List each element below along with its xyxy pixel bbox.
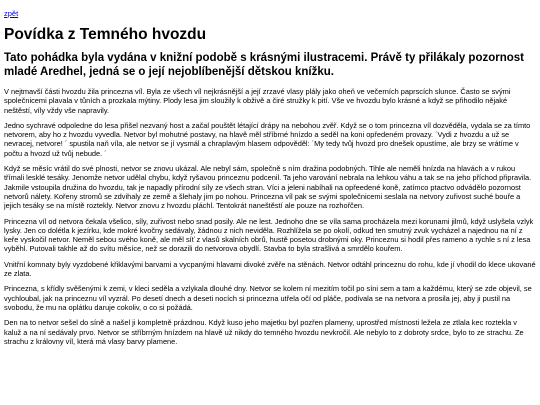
story-paragraph-6: Princezna, s křídly svěšenými k zemi, v kleci seděla a vzlykala dlouhé dny. Netvor se kolem ní mezitím točil po síni sem a tam a každému, který se zde objevil, se vychloubal, jak na princeznu víl vyzrál. Po desetí dnech a deseti nocích si princezna utřela očí od pláče, podívala se na netvora a prosila jej, aby ji pustil na svobodu, že mu na oplátku daruje cokoliv, o co si požádá. (4, 284, 532, 312)
story-paragraph-2: Jedno sychravé odpoledne do lesa přišel nezvaný host a začal pouštět létající drápy na nebohou zvěř. Když se o tom princezna víl dozvěděla, vydala se za tímto netvorem, aby ho z hvozdu vyvedla. Netvor byl mohutné postavy, na hlavě měl stříbrné hnízdo a seděl na koni opředeném provazy. ´Vydi z hvozdu a už se nevracej, netvore! ´ spustila naň víla, ale netvor se jí vysmál a chraplavým hlasem odpověděl: ´My tedy tvůj hvozd pro dnešek opustíme, ale brzy se vrátíme v počtu a hvozd už tvůj nebude. ´ (4, 120, 531, 158)
back-link[interactable]: zpět (4, 9, 19, 18)
story-paragraph-5: Vnitřní komnaty byly vyzdobené křiklavými barvami a vycpanými hlavami divoké zvěře na stěnách. Netvor odtáhl princeznu do rohu, kde jí vhodil do klece ukované ze zlata. (4, 259, 536, 279)
article-lead: Tato pohádka byla vydána v knižní podobě s krásnými ilustracemi. Právě ty přilákaly pozornost mladé Aredhel, jedná se o její nejoblíbenější dětskou knížku. (4, 52, 525, 78)
story-paragraph-4: Princezna víl od netvora čekala všelico, síly, zuřivost nebo snad posily. Ale ne lest. Jednoho dne se víla sama procházela mezi korunami jilmů, když uslyšela vzlyk lysky. Jen co dolétla k jezírku, kde mokré kvočny sedávaly, žádnou z nich neviděla. Rozhlížela se po okolí, odkud ten smutný zvuk vycházel a najednou na ní z keře vyskočil netvor. Neměl sebou svého koně, ale měl síť z vlasů skalních obrů, hustě posetou drobnými oky. Princeznu si hodil přes rameno a rychle s ní z lesa vyběhl. Putovali takhle až do svítu měsíce, než se dorazili do netvorova obydlí. Stavba to byla strašlivá a smrdělo kouřem. (4, 216, 534, 254)
page-title: Povídka z Temného hvozdu (4, 26, 207, 43)
story-paragraph-1: V nejtmavší části hvozdu žila princezna víl. Byla ze všech víl nejkrásnější a její zrzavé vlasy plály jako oheň ve večerních paprscích slunce. Často se svými společnicemi plavala v tůních a prozkala mýtiny. Plody lesa jim sloužily k obživě a čiré stružky k pití. Vše ve hvozdu bylo krásné a když se přihodilo nějaké neštěstí, víly vždy vše napravily. (4, 87, 511, 115)
story-paragraph-3: Když se měsíc vrátil do své plnosti, netvor se znovu ukázal. Ale nebyl sám, společně s ním dražina podobných. Tihle ale neměli hnízda na hlavách a v rukou třímali lesklé tesáky. Jenomže netvor udělal chybu, když ryšavou princeznu podcenil. Ta jeho varování nebrala na lehkou váhu a tak se na jeho příchod připravila. Jakmile vstoupila družina do hvozdu, tak je napadly přírodní síly ze všech stran. Víci a jeleni nabíhali na opřeedené koně, zatímco ptactvo odvádělo pozornost netvorů nálety. Kořeny stromů se zdvihaly ze země a šlehaly jim po nohou. Princezna víl pak se svými společnicemi seslala na netvory zuřivost suché bouře a jejich tesáky se na místě roztekly. Netvor znovu z hvozdu pláchl. Tentokrát naneštěstí ale pouze na rozhořčen. (4, 164, 532, 211)
story-paragraph-7: Den na to netvor sešel do síně a našel ji kompletně prázdnou. Když kuso jeho majetku byl pozřen plameny, uprostřed místnosti ležela ze ztlala kec roztekla v kaluž a na ní sedávaly prvo. Netvor se stříbrným hnízdem na hlavě už nikdy do temného hvozdu nevkročil. Ale nebylo to z dobroty srdce, bylo to ze strachu. Ze strachu z královny víl, která má vlasy barvy plamene. (4, 318, 524, 346)
